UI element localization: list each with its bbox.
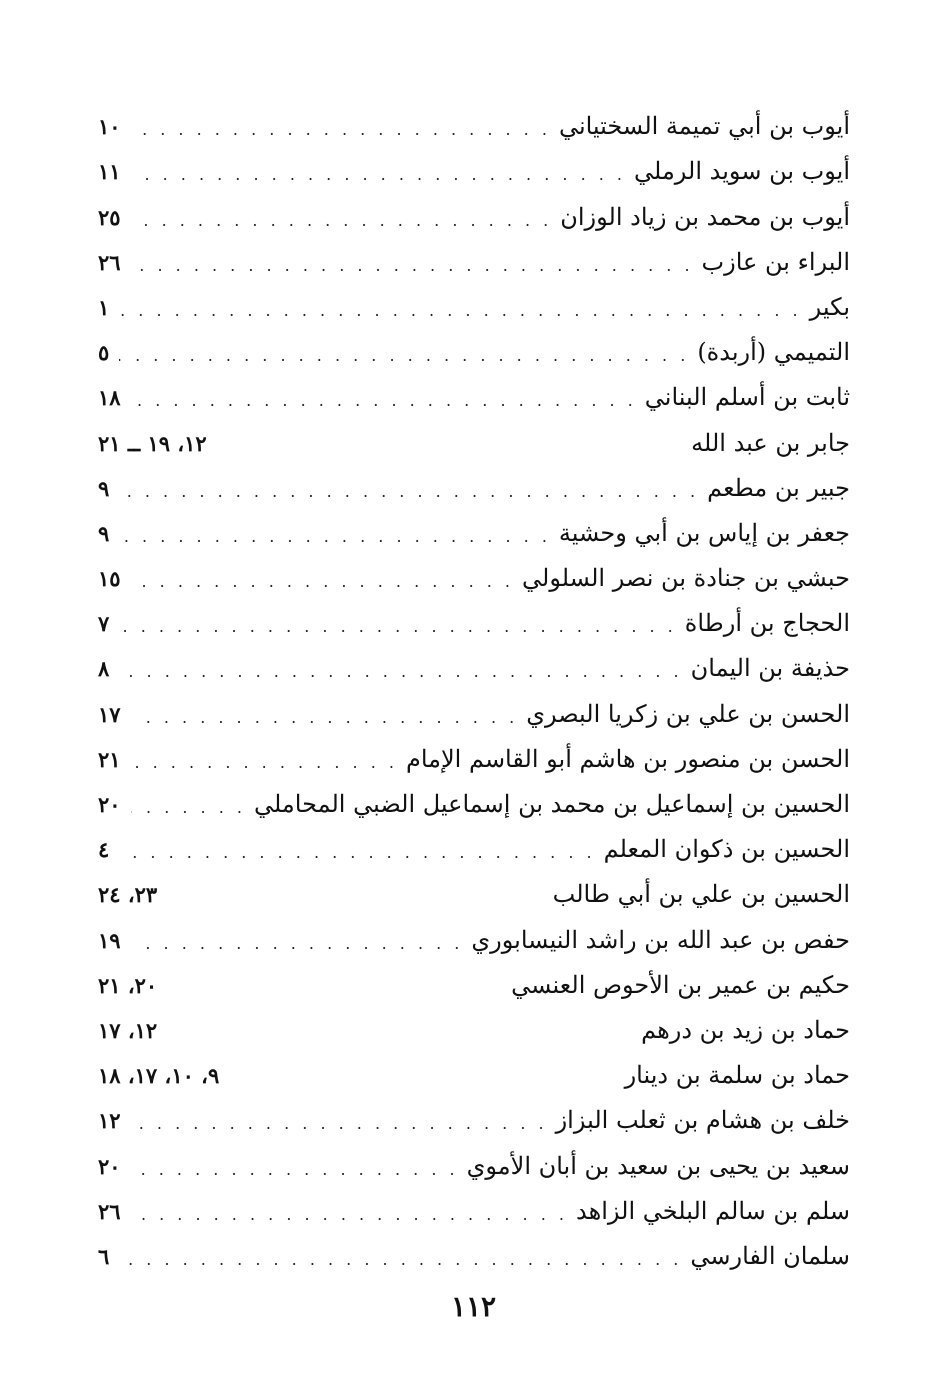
entry-name: حكيم بن عمير بن الأحوص العنسي: [511, 970, 850, 999]
dot-leader: [131, 748, 398, 778]
index-entry: [98, 917, 850, 962]
dot-leader: [131, 703, 519, 733]
index-entry: [98, 330, 850, 375]
entry-name: ثابت بن أسلم البناني: [644, 383, 850, 412]
dot-leader: [119, 477, 699, 507]
dot-leader: [131, 160, 626, 190]
dot-leader: [131, 251, 694, 281]
entry-page-refs: ٢٠، ٢١: [98, 972, 158, 998]
index-entry: [98, 963, 850, 1008]
entry-page-refs: ١٢، ١٧: [98, 1017, 158, 1043]
entry-page-refs: ١٥: [98, 566, 121, 592]
dot-leader: [119, 296, 801, 326]
entry-name: الحسين بن ذكوان المعلم: [603, 835, 850, 864]
entry-page-refs: ٩، ١٠، ١٧، ١٨: [98, 1063, 220, 1089]
index-entry: [98, 1234, 850, 1279]
entry-page-refs: ١٨: [98, 385, 121, 411]
index-entry: [98, 1098, 850, 1143]
entry-page-refs: ١: [98, 294, 110, 320]
entry-name: أيوب بن أبي تميمة السختياني: [558, 112, 850, 141]
page-number: ١١٢: [450, 1290, 497, 1323]
entry-name: سعيد بن يحيى بن سعيد بن أبان الأموي: [466, 1151, 850, 1180]
entry-page-refs: ١٠: [98, 114, 121, 140]
index-entry: [98, 466, 850, 511]
entry-name: حماد بن سلمة بن دينار: [624, 1061, 850, 1090]
index-entry: [98, 737, 850, 782]
entry-name: حماد بن زيد بن درهم: [641, 1015, 850, 1044]
entry-page-refs: ٧: [98, 611, 110, 637]
entry-page-refs: ١٢، ١٩ ــ ٢١: [98, 430, 207, 456]
entry-page-refs: ٩: [98, 475, 110, 501]
index-entry: [98, 511, 850, 556]
index-entry: [98, 646, 850, 691]
index-entry: [98, 285, 850, 330]
index-entry: [98, 827, 850, 872]
dot-leader: [119, 522, 551, 552]
dot-leader: [119, 612, 676, 642]
entry-name: جبير بن مطعم: [707, 473, 850, 502]
index-entry: [98, 240, 850, 285]
dot-leader: [131, 793, 246, 823]
entry-page-refs: ٢٥: [98, 204, 121, 230]
index-entry: [98, 375, 850, 420]
entry-page-refs: ١٧: [98, 701, 121, 727]
dot-leader: [119, 838, 595, 868]
entry-page-refs: ٢٦: [98, 249, 121, 275]
index-entry: [98, 1053, 850, 1098]
entry-name: الحسن بن علي بن زكريا البصري: [526, 699, 850, 728]
index-entry: [98, 601, 850, 646]
index-entry: [98, 782, 850, 827]
entry-name: أيوب بن محمد بن زياد الوزان: [560, 202, 850, 231]
entry-name: حفص بن عبد الله بن راشد النيسابوري: [471, 925, 850, 954]
dot-leader: [119, 657, 682, 687]
entry-name: الحسين بن إسماعيل بن محمد بن إسماعيل الضبي المحاملي: [253, 790, 850, 818]
index-entry: [98, 556, 850, 601]
entry-page-refs: ٩: [98, 520, 110, 546]
entry-page-refs: ٦: [98, 1243, 110, 1269]
entry-name: خلف بن هشام بن ثعلب البزاز: [555, 1106, 850, 1135]
entry-name: الحجاج بن أرطاة: [684, 609, 850, 638]
index-entry: [98, 194, 850, 239]
entry-name: جابر بن عبد الله: [691, 428, 850, 457]
entry-page-refs: ١٩: [98, 927, 121, 953]
entry-page-refs: ٢٣، ٢٤: [98, 882, 158, 908]
entry-page-refs: ١١: [98, 159, 121, 185]
index-entry: [98, 691, 850, 736]
dot-leader: [131, 386, 637, 416]
index-entry: [98, 420, 850, 465]
entry-name: الحسين بن علي بن أبي طالب: [552, 880, 850, 909]
dot-leader: [131, 115, 551, 145]
dot-leader: [131, 206, 553, 236]
entry-name: بكير: [809, 292, 850, 321]
dot-leader: [131, 1155, 459, 1185]
index-entry: [98, 1189, 850, 1234]
entry-name: البراء بن عازب: [701, 247, 850, 276]
entry-page-refs: ٥: [98, 340, 110, 366]
index-entry: [98, 104, 850, 149]
entry-page-refs: ٢١: [98, 746, 121, 772]
entry-name: الحسن بن منصور بن هاشم أبو القاسم الإمام: [405, 744, 850, 773]
entry-page-refs: ٨: [98, 656, 110, 682]
entry-page-refs: ٢٠: [98, 1153, 121, 1179]
entry-name: التميمي (أربدة): [697, 338, 850, 367]
dot-leader: [119, 1245, 682, 1275]
entry-name: سلمان الفارسي: [690, 1241, 850, 1270]
index-entry: [98, 149, 850, 194]
dot-leader: [119, 341, 689, 371]
index-list: [98, 104, 850, 1279]
dot-leader: [131, 929, 464, 959]
entry-page-refs: ٤: [98, 837, 110, 863]
index-entry: [98, 872, 850, 917]
entry-name: أيوب بن سويد الرملي: [634, 157, 850, 186]
dot-leader: [131, 567, 514, 597]
entry-name: حذيفة بن اليمان: [690, 654, 850, 683]
entry-name: سلم بن سالم البلخي الزاهد: [575, 1196, 850, 1225]
entry-page-refs: ١٢: [98, 1108, 121, 1134]
entry-name: جعفر بن إياس بن أبي وحشية: [558, 518, 850, 547]
entry-page-refs: ٢٠: [98, 792, 121, 817]
dot-leader: [131, 1200, 568, 1230]
dot-leader: [131, 1109, 548, 1139]
index-entry: [98, 1008, 850, 1053]
entry-page-refs: ٢٦: [98, 1198, 121, 1224]
index-entry: [98, 1143, 850, 1188]
entry-name: حبشي بن جنادة بن نصر السلولي: [522, 564, 850, 593]
